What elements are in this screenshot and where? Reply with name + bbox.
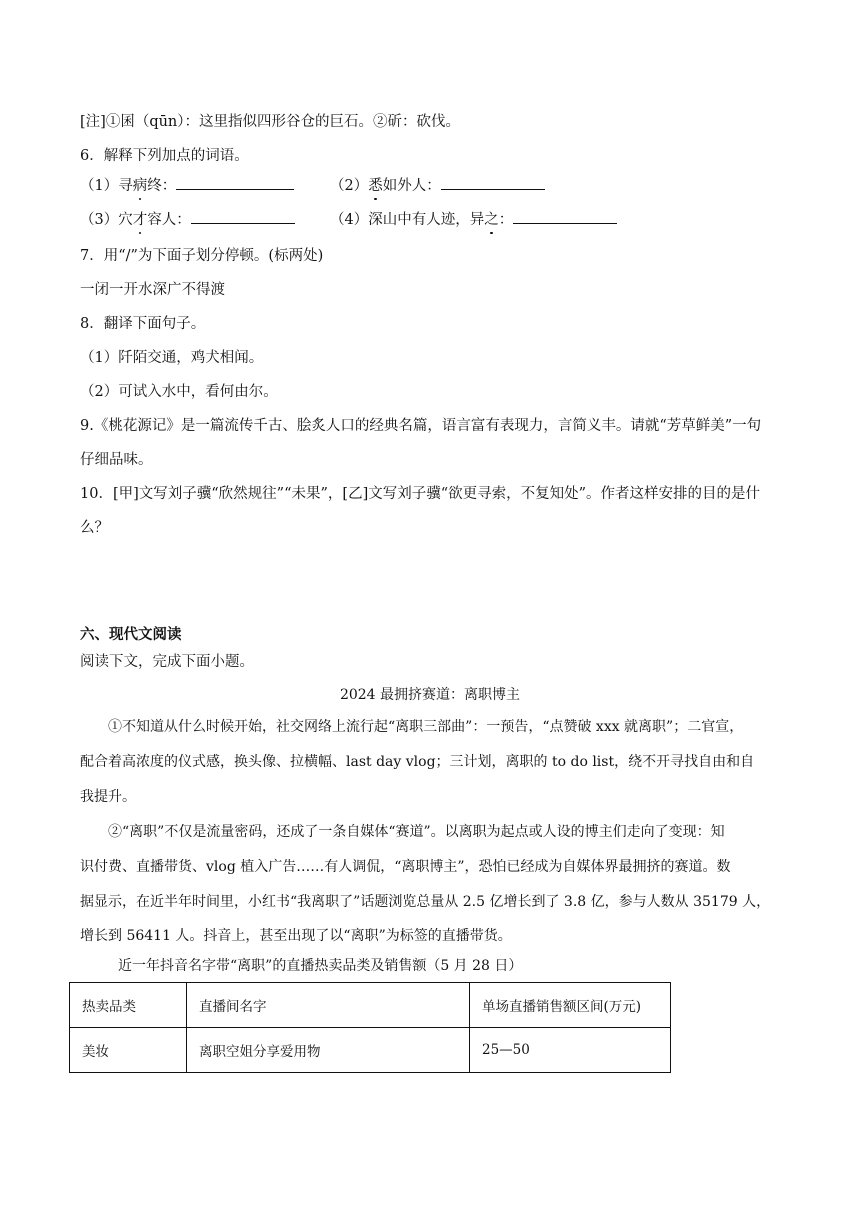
question-9-line-2: 仔细品味。 — [80, 452, 153, 468]
question-7-sentence: 一闭一开水深广不得渡 — [80, 282, 225, 298]
article-title: 2024 最拥挤赛道：离职博主 — [339, 687, 521, 703]
section-instruction: 阅读下文，完成下面小题。 — [80, 654, 254, 670]
annotation-note: [注]①囷（qūn）：这里指似四形谷仓的巨石。②斫：砍伐。 — [80, 114, 461, 130]
question-8-sentence-1: （1）阡陌交通，鸡犬相闻。 — [80, 350, 264, 366]
article-p2-line-1: ②“离职”不仅是流量密码，还成了一条自媒体“赛道”。以离职为起点或人设的博主们走向了变现：知 — [108, 824, 725, 840]
table-header-cell: 热卖品类 — [70, 983, 187, 1028]
article-p2-line-4: 增长到 56411 人。抖音上，甚至出现了以“离职”为标签的直播带货。 — [80, 928, 512, 944]
question-10-line-2: 么？ — [80, 520, 109, 536]
article-p1-line-2: 配合着高浓度的仪式感，换头像、拉横幅、last day vlog；三计划，离职的 to do list，绕不开寻找自由和自 — [80, 754, 755, 770]
article-p2-line-2: 识付费、直播带货、vlog 植入广告……有人调侃，“离职博主”，恐怕已经成为自媒体界最拥挤的赛道。数 — [80, 859, 731, 875]
article-p1-line-3: 我提升。 — [80, 789, 136, 805]
q6-item-4: （4）深山中有人迹，异之： — [330, 209, 617, 230]
q6-item-3: （3）穴才容人： — [80, 209, 295, 230]
table-cell: 美妆 — [70, 1028, 187, 1073]
sales-table — [69, 982, 671, 1073]
question-9-line-1: 9.《桃花源记》是一篇流传千古、脍炙人口的经典名篇，语言富有表现力，言简义丰。请就“芳草鲜美”一句 — [80, 418, 762, 434]
q6-item-2: （2）悉如外人： — [330, 175, 545, 196]
question-6-title: 6．解释下列加点的词语。 — [80, 148, 249, 164]
question-10-line-1: 10．[甲]文写刘子骥“欣然规往”“未果”，[乙]文写刘子骥“欲更寻索，不复知处”。作者这样安排的目的是什 — [80, 486, 761, 502]
question-8-sentence-2: （2）可试入水中，看何由尔。 — [80, 384, 278, 400]
question-7-title: 7．用“/”为下面子划分停顿。(标两处) — [80, 248, 324, 264]
answer-blank[interactable] — [176, 175, 294, 190]
answer-blank[interactable] — [513, 209, 617, 224]
table-header-cell: 单场直播销售额区间(万元) — [470, 983, 671, 1028]
table-cell: 离职空姐分享爱用物 — [187, 1028, 470, 1073]
table-row — [70, 1028, 671, 1073]
question-8-title: 8．翻译下面句子。 — [80, 316, 206, 332]
article-p2-line-3: 据显示，在近半年时间里，小红书“我离职了”话题浏览总量从 2.5 亿增长到了 3.8 亿，参与人数从 35179 人， — [80, 894, 771, 910]
answer-blank[interactable] — [191, 209, 295, 224]
section-heading: 六、现代文阅读 — [80, 626, 182, 643]
table-header-row — [70, 983, 671, 1028]
article-p1-line-1: ①不知道从什么时候开始，社交网络上流行起“离职三部曲”：一预告，“点赞破 xxx 就离职”；二官宣， — [108, 719, 744, 735]
answer-blank[interactable] — [441, 175, 545, 190]
table-caption: 近一年抖音名字带“离职”的直播热卖品类及销售额（5 月 28 日） — [118, 958, 523, 974]
table-cell: 25—50 — [470, 1028, 671, 1073]
q6-item-1: （1）寻病终： — [80, 175, 294, 196]
table-header-cell: 直播间名字 — [187, 983, 470, 1028]
